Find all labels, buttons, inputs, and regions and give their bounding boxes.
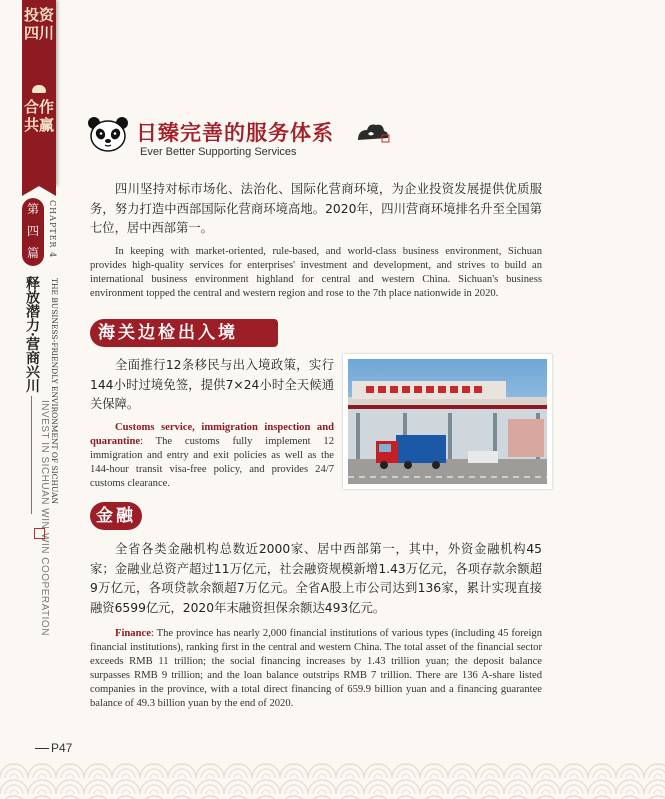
page-title: 日臻完善的服务体系 — [136, 121, 334, 145]
invest-slogan-en: INVEST IN SICHUAN WIN-WIN COOPERATION — [39, 400, 50, 636]
panda-icon — [86, 114, 130, 154]
finance-en-label: Finance — [115, 628, 151, 639]
chapter-number-en: CHAPTER 4 — [48, 200, 57, 259]
intro-cn: 四川坚持对标市场化、法治化、国际化营商环境，为企业投资发展提供优质服务，努力打造中西部国际化营商环境高地。2020年，四川营商环境排名升至全国第七位，居中西部第一。 — [90, 182, 542, 235]
banner-bottom-text: 合作共赢 — [23, 98, 54, 134]
page-subtitle: Ever Better Supporting Services — [140, 146, 297, 158]
customs-port-photo — [343, 354, 552, 489]
customs-en-label: Customs service, immigration inspection and quarantine — [90, 422, 334, 447]
finance-heading: 金融 — [90, 502, 142, 530]
customs-heading: 海关边检出入境 — [90, 319, 278, 347]
chapter-badge: 第四篇 — [22, 198, 44, 266]
finance-en-body: : The province has nearly 2,000 financial institutions of various types (including 45 foreign financial institutions), ranking first in the central and western China. The total asset of the financial sector exceeds RMB 11 trillion; the social financing increases by 1.43 trillion yuan; the deposit balance surpasses RMB 9 trillion; and the loan balance outstrips RMB 7 trillion. There are 136 A-share listed companies in the province, with a total direct financing of 659.9 billion yuan and a financing guarantee balance of 49.3 billion yuan by the end of 2020. — [90, 628, 542, 709]
customs-cn: 全面推行12条移民与出入境政策，实行144小时过境免签，提供7×24小时全天候通关保障。 — [90, 358, 334, 411]
chapter-title-en: THE BUSINESS-FRIENDLY ENVIRONMENT OF SICHUAN — [50, 278, 59, 505]
finance-cn: 全省各类金融机构总数近2000家、居中西部第一，其中，外资金融机构45家；金融业总资产超过11万亿元，社会融资规模新增1.43万亿元，各项存款余额超9万亿元，各项贷款余额超7万亿元。全省A股上市公司达到136家，累计实现直接融资6599亿元，2020年末融资担保余额达493亿元。 — [90, 542, 542, 615]
banner-divider-icon — [32, 85, 46, 93]
seal-icon — [34, 528, 45, 539]
cloud-ornament-icon — [356, 122, 390, 146]
intro-en: In keeping with market-oriented, rule-based, and world-class business environment, Sichuan provides high-quality services for enterprises' investment and development, and strives to build an international business environment highland for central and western China. Sichuan's business environment topped the central and western region and rose to the 7th place nationwide in 2020. — [90, 246, 542, 299]
banner-top-text: 投资四川 — [23, 6, 54, 42]
finance-en — [90, 627, 542, 711]
chapter-title-cn: 释放潜力·营商兴川 — [24, 276, 40, 393]
customs-en — [90, 421, 334, 491]
page-number: P47 — [35, 741, 72, 755]
wave-pattern-decoration — [0, 762, 665, 799]
customs-en-body: : The customs fully implement 12 immigration and entry and exit policies as well as the 144-hour transit visa-free policy, and provides 24/7 customs clearance. — [90, 436, 334, 489]
banner-ribbon — [22, 0, 56, 186]
